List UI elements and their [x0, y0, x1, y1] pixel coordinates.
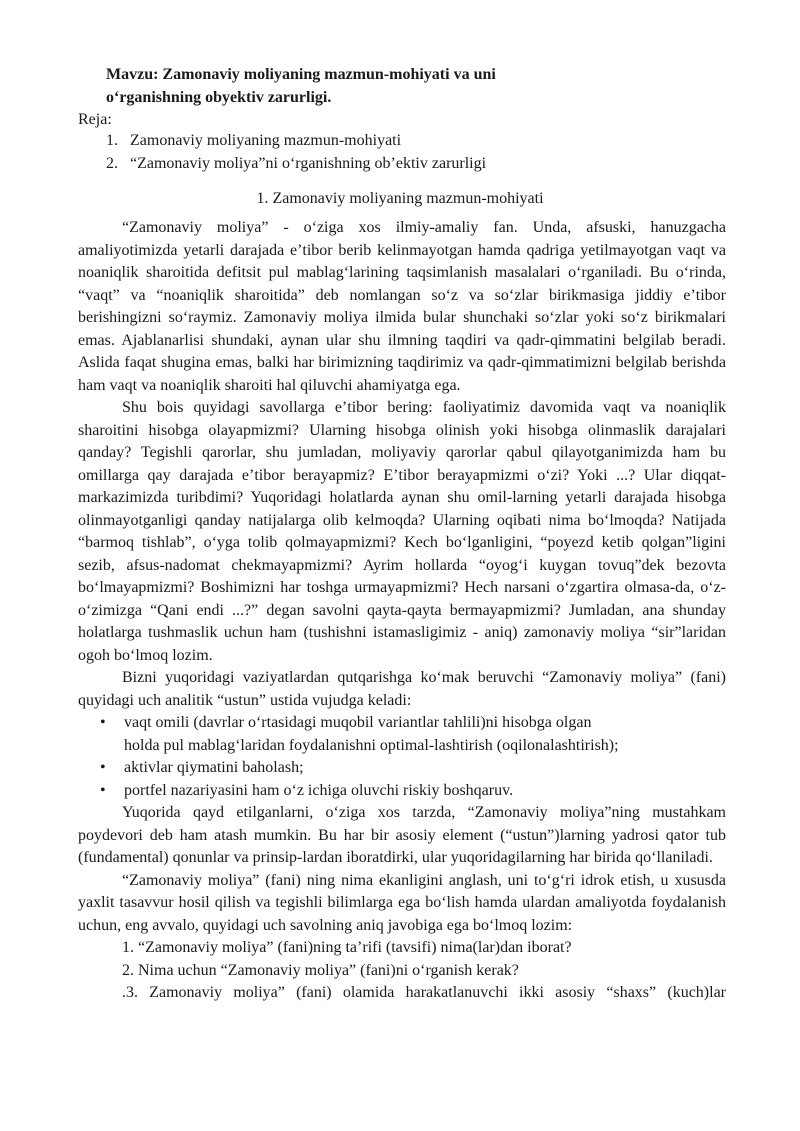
bullet-icon: • — [100, 714, 106, 731]
bullet-item — [78, 780, 726, 803]
body-text — [78, 217, 726, 1005]
plan-item — [106, 153, 486, 176]
plan-item-text: “Zamonaviy moliya”ni oʻrganishning obʼektiv zarurligi — [130, 154, 487, 172]
plan-item-number: 1. — [106, 132, 118, 149]
plan-list — [106, 130, 486, 175]
bullet-item — [78, 757, 726, 780]
paragraph: Yuqorida qayd etilganlarni, oʻziga xos tarzda, “Zamonaviy moliya”ning mustahkam poydevori deb ham atash mumkin. Bu har bir asosiy element (“ustun”)larning yadrosi qator tub (fundamental) qonunlar va prinsip-lardan iboratdirki, ular yuqoridagilarning har birida qoʻllaniladi. — [78, 804, 726, 866]
bullet-icon: • — [100, 759, 106, 776]
topic-title — [106, 64, 496, 109]
bullet-icon: • — [100, 781, 106, 799]
paragraph: Shu bois quyidagi savollarga eʼtibor bering: faoliyatimiz davomida vaqt va noaniqlik sharoitini hisobga olayapmizmi? Ularning hisobga olinish yoki hisobga olinmaslik darajalari qanday? Tegishli qarorlar, shu jumladan, moliyaviy qarorlar qabul qilayotganimizda ham bu omillarga qay darajada eʼtibor berayapmiz? Eʼtibor berayapmizmi oʻzi? Yoki ...? Ular diqqat-markazimizda turibdimi? Yuqoridagi holatlarda aynan shu omil-larning yetarli darajada hisobga olinmayotganligi qanday natijalarga olib kelmoqda? Ularning oqibati nima boʻlmoqda? Natijada “barmoq tishlab”, oʻyga tolib qolmayapmizmi? Kech boʻlganligini, “poyezd ketib qolgan”ligini sezib, afsus-nadomat chekmayapmizmi? Ayrim hollarda “oyogʻi kuygan tovuq”dek bezovta boʻlmayapmizmi? Boshimizni har toshga urmayapmizmi? Hech narsani oʻzgartira olmasa-da, oʻz-oʻzimizga “Qani endi ...?” degan savolni qayta-qayta bermayapmizmi? Jumladan, ana shunday holatlarga tushmaslik uchun ham (tushishni istamasligimiz - aniq) zamonaviy moliya “sir”laridan ogoh boʻlmoq lozim. — [78, 399, 726, 664]
bullet-text-continuation: holda pul mablagʻlaridan foydalanishni optimal-lashtirish (oqilonalashtirish); — [124, 736, 619, 754]
plan-item-number: 2. — [106, 154, 118, 172]
bullet-text-line: vaqt omili (davrlar oʻrtasidagi muqobil variantlar tahlili)ni hisobga olgan — [124, 714, 592, 731]
paragraph: “Zamonaviy moliya” (fani) ning nima ekanligini anglash, uni toʻgʻri idrok etish, u xususda yaxlit tasavvur hosil qilish va tegishli bilimlarga ega boʻlish hamda ulardan amaliyotda foydalanish uchun, eng avvalo, quyidagi uch savolning aniq javobiga ega boʻlmoq lozim: — [78, 871, 726, 934]
bullet-text: aktivlar qiymatini baholash; — [124, 759, 304, 776]
plan-item-text: Zamonaviy moliyaning mazmun-mohiyati — [130, 132, 402, 149]
paragraph: “Zamonaviy moliya” - oʻziga xos ilmiy-amaliy fan. Unda, afsuski, hanuzgacha amaliyotimizda yetarli darajada eʼtibor berib kelinmayotgan hamda qadriga yetilmayotgan vaqt va noaniqlik sharoitida defitsit pul mablagʻlarining taqsimlanish masalalari oʻrganiladi. Bu oʻrinda, “vaqt” va “noaniqlik sharoitida” deb nomlangan soʻz va soʻzlar birikmasiga jiddiy eʼtibor berishingizni soʻraymiz. Zamonaviy moliya ilmida bular shunchaki soʻzlar yoki soʻz birikmalari emas. Ajablanarlisi shundaki, aynan ular shu ilmning taqdiri va qadr-qimmatini belgilab beradi. Aslida faqat shugina emas, balki har birimizning taqdirimiz va qadr-qimmatimizni belgilab berishda ham vaqt va noaniqlik sharoiti hal qiluvchi ahamiyatga ega. — [78, 219, 726, 394]
question-item: 1. “Zamonaviy moliya” (fani)ning taʼrifi (tavsifi) nima(lar)dan iborat? — [122, 939, 572, 956]
bullet-item — [78, 712, 726, 757]
bullet-text: portfel nazariyasini ham oʻz ichiga oluvchi riskiy boshqaruv. — [124, 781, 514, 799]
bullet-list — [78, 712, 726, 802]
plan-item — [106, 130, 486, 153]
plan-label: Reja: — [78, 111, 112, 128]
topic-title-line-1: Mavzu: Zamonaviy moliyaning mazmun-mohiyati va uni — [106, 66, 496, 83]
question-item: 2. Nima uchun “Zamonaviy moliya” (fani)ni oʻrganish kerak? — [122, 961, 519, 979]
question-item: .3. Zamonaviy moliya” (fani) olamida harakatlanuvchi ikki asosiy “shaxs” (kuch)lar — [122, 984, 726, 1001]
section-heading: 1. Zamonaviy moliyaning mazmun-mohiyati — [256, 190, 544, 207]
topic-title-line-2: oʻrganishning obyektiv zarurligi. — [106, 88, 332, 106]
paragraph: Bizni yuqoridagi vaziyatlardan qutqarishga koʻmak beruvchi “Zamonaviy moliya” (fani) quyidagi uch analitik “ustun” ustida vujudga keladi: — [78, 669, 726, 709]
